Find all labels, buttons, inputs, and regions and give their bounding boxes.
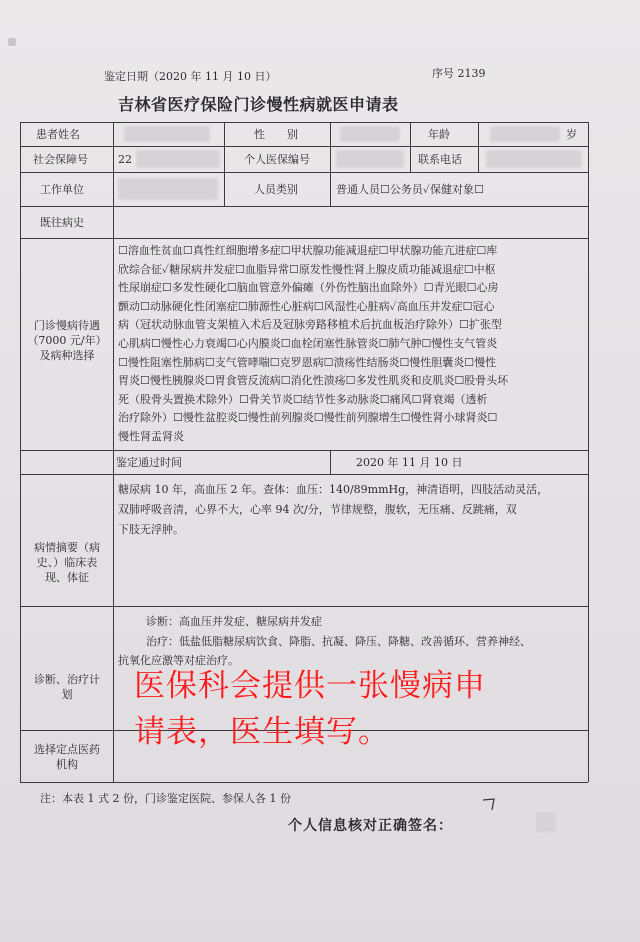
disease-line: 欣综合征✓糖尿病并发症☐血脂异常☐原发性慢性肾上腺皮质功能减退症☐中枢: [118, 262, 496, 276]
category-label: 人员类别: [254, 183, 298, 196]
disease-line: 病（冠状动脉血管支架植入术后及冠脉旁路移植术后抗血板治疗除外）☐扩张型: [118, 318, 502, 332]
summary-label-line: 现、体征: [45, 571, 89, 584]
row-divider: [20, 146, 588, 147]
table-border-bottom: [20, 782, 588, 783]
disease-line: 治疗除外）☐慢性盆腔炎☐慢性前列腺炎☐慢性前列腺增生☐慢性肾小球肾炎☐: [118, 411, 498, 425]
row-divider: [20, 206, 588, 207]
disease-label: [22, 318, 112, 363]
disease-label-line: 及病种选择: [39, 349, 95, 362]
row-divider: [20, 474, 588, 475]
history-label: 既往病史: [40, 216, 84, 229]
medical-id-label: 个人医保编号: [244, 153, 310, 166]
approval-value: 2020 年 11 月 10 日: [356, 456, 463, 469]
punch-mark: [8, 38, 16, 46]
serial-number: 序号 2139: [432, 67, 486, 80]
overlay-caption-line2: 请表，医生填写。: [134, 714, 390, 750]
row-divider: [20, 172, 588, 173]
label-column-divider: [113, 122, 114, 782]
summary-label-line: 史、）临床表: [36, 556, 98, 569]
redacted-employer: [118, 178, 218, 200]
redacted-signature: [536, 812, 556, 832]
disease-line: 胃炎☐慢性胰腺炎☐胃食管反流病☐消化性溃疡☐多发性肌炎和皮肌炎☐股骨头坏: [118, 374, 509, 388]
disease-line: 性尿崩症☐多发性硬化☐脑血管意外偏瘫（外伤性脑出血除外）☐青光眼☐心房: [118, 281, 499, 295]
table-border-top: [20, 122, 588, 123]
summary-label-line: 病情摘要（病: [34, 541, 100, 554]
disease-line: 心肌病☐慢性心力衰竭☐心内膜炎☐血栓闭塞性脉管炎☐肺气肿☐慢性支气管炎: [118, 336, 498, 350]
redacted-ssn: [136, 150, 220, 168]
disease-label-line: （7000 元/年）: [27, 334, 107, 347]
column-divider: [478, 122, 479, 172]
diagnosis-text: [146, 612, 586, 652]
diagnosis-line: 诊断：高血压并发症、糖尿病并发症: [146, 615, 322, 628]
row-divider: [20, 450, 588, 451]
redacted-name: [124, 126, 210, 142]
column-divider: [224, 122, 225, 206]
column-divider: [330, 450, 331, 474]
redacted-age: [490, 126, 560, 142]
column-divider: [410, 122, 411, 172]
footnote: 注：本表 1 式 2 份，门诊鉴定医院、参保人各 1 份: [40, 792, 291, 805]
redacted-medical-id: [336, 150, 404, 168]
summary-line: 双肺呼吸音清，心界不大，心率 94 次/分，节律规整，腹软，无压痛、反跳痛，双: [118, 503, 517, 516]
table-border-right: [588, 122, 589, 782]
summary-line: 糖尿病 10 年，高血压 2 年。查体：血压：140/89mmHg，神清语明，四肢活动灵活，: [118, 483, 549, 496]
form-title: 吉林省医疗保险门诊慢性病就医申请表: [118, 95, 399, 114]
summary-text: [118, 480, 586, 540]
disease-line: ☐溶血性贫血☐真性红细胞增多症☐甲状腺功能减退症☐甲状腺功能亢进症☐库: [118, 244, 498, 257]
summary-line: 下肢无浮肿。: [118, 523, 184, 536]
phone-label: 联系电话: [418, 153, 462, 166]
diagnosis-line: 治疗：低盐低脂糖尿病饮食、降脂、抗凝、降压、降糖、改善循环、营养神经、: [146, 635, 531, 648]
signature-label: 个人信息核对正确签名：: [288, 818, 453, 834]
pen-mark: [480, 794, 500, 814]
age-label: 年龄: [428, 128, 450, 141]
redacted-phone: [486, 150, 582, 168]
approval-label: 鉴定通过时间: [116, 456, 182, 469]
disease-line: 颤动☐动脉硬化性闭塞症☐肺源性心脏病☐风湿性心脏病✓高血压并发症☐冠心: [118, 299, 495, 313]
institution-label-line: 选择定点医药: [34, 743, 100, 756]
institution-label-line: 机构: [56, 758, 78, 771]
age-unit: 岁: [566, 128, 577, 141]
category-value: 普通人员☐公务员✓保健对象☐: [336, 183, 484, 196]
social-security-value: 22: [118, 153, 132, 166]
table-border-left: [20, 122, 21, 782]
diagnosis-label-line: 划: [61, 688, 73, 701]
row-divider: [20, 606, 588, 607]
disease-line: ☐慢性阻塞性肺病☐支气管哮喘☐克罗恩病☐溃疡性结肠炎☐慢性胆囊炎☐慢性: [118, 355, 497, 369]
summary-label: [22, 540, 112, 585]
disease-line: 死（股骨头置换术除外）☐骨关节炎☐结节性多动脉炎☐痛风☐肾衰竭（透析: [118, 392, 488, 406]
disease-line: 慢性肾盂肾炎: [118, 429, 184, 443]
row-divider: [20, 238, 588, 239]
gender-label: 性 别: [254, 128, 298, 141]
diagnosis-label: [22, 672, 112, 702]
institution-label: [22, 742, 112, 772]
appraisal-date: 鉴定日期（2020 年 11 月 10 日）: [104, 70, 277, 83]
column-divider: [330, 122, 331, 206]
diagnosis-label-line: 诊断、治疗计: [34, 673, 100, 686]
disease-options: [118, 242, 586, 447]
patient-name-label: 患者姓名: [36, 128, 80, 141]
disease-label-line: 门诊慢病待遇: [34, 319, 100, 332]
overlay-caption-line1: 医保科会提供一张慢病申: [134, 668, 486, 704]
social-security-label: 社会保障号: [33, 153, 88, 166]
redacted-gender: [340, 126, 400, 142]
diagnosis-line: 抗氧化应激等对症治疗。: [118, 654, 239, 667]
employer-label: 工作单位: [40, 183, 84, 196]
